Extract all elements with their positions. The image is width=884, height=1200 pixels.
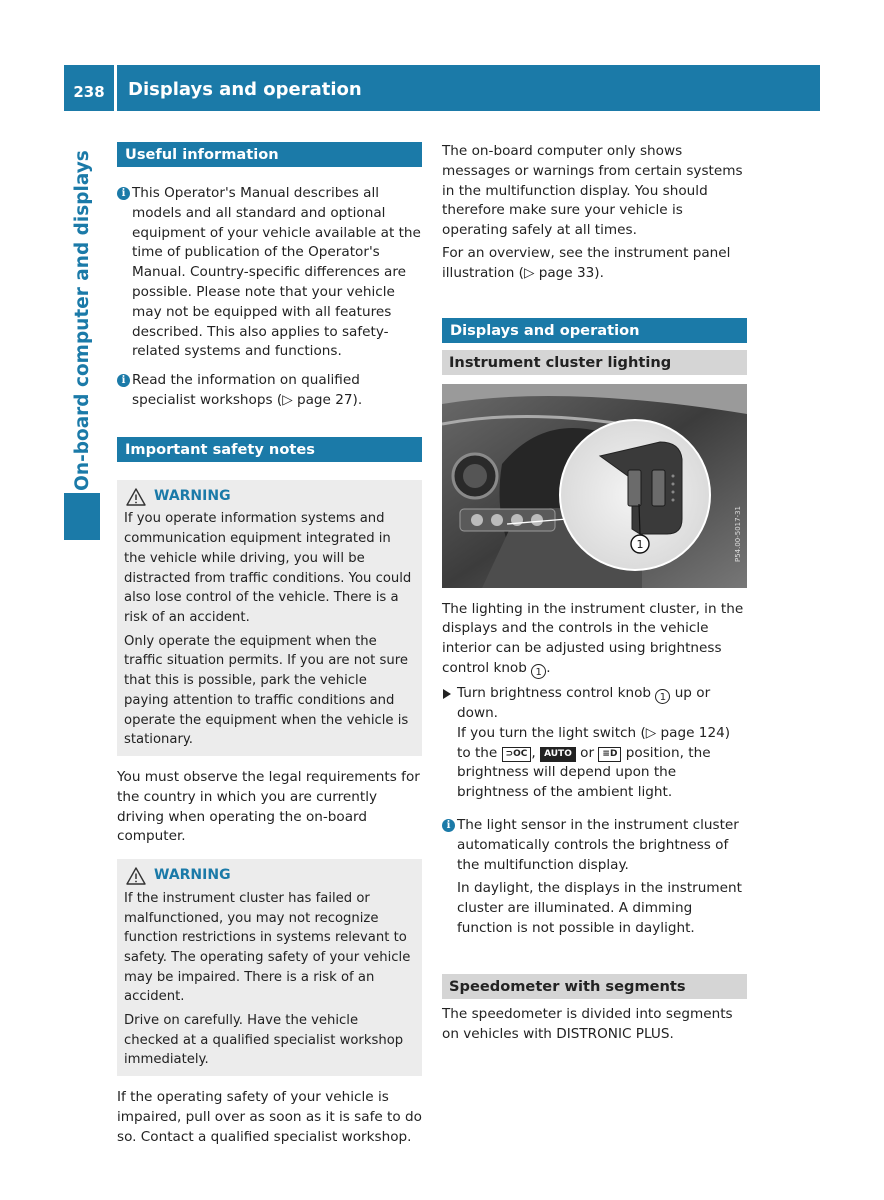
callout-marker: 1 (531, 664, 546, 679)
info-icon: i (442, 819, 455, 832)
image-code: P54.00-5017-31 (734, 505, 742, 562)
speedometer-subheading: Speedometer with segments (442, 974, 747, 999)
info-text: In daylight, the displays in the instrument cluster are illuminated. A dimming function is not possible in daylight. (457, 880, 742, 936)
body-paragraph: If the operating safety of your vehicle is impaired, pull over as soon as it is safe to do so. Contact a qualified specialist workshop. (117, 1089, 422, 1145)
info-text: Read the information on qualified specialist workshops (▷ page 27). (132, 372, 363, 408)
warning-text: If the instrument cluster has failed or malfunctioned, you may not recognize function restrictions in systems relevant to safety. The operating safety of your vehicle may be impaired. There is a risk of an accident. (124, 890, 411, 1005)
info-icon: i (117, 187, 130, 200)
body-paragraph: For an overview, see the instrument panel illustration (▷ page 33). (442, 244, 731, 281)
warning-text: Only operate the equipment when the traffic situation permits. If you are not sure that this is possible, park the vehicle paying attention to traffic conditions and operate the equipment when the vehicle is stationary. (124, 633, 409, 748)
warning-triangle-icon (126, 488, 146, 506)
parking-light-symbol: ⊃OC (502, 747, 532, 762)
body-paragraph: The speedometer is divided into segments on vehicles with DISTRONIC PLUS. (442, 1005, 733, 1042)
info-text: This Operator's Manual describes all models and all standard and optional equipment of your vehicle available at the time of publication of the Operator's Manual. Country-specific differences are possible. Please note that your vehicle may not be equipped with all features described. This also applies to safety-related systems and functions. (132, 185, 421, 360)
safety-heading: Important safety notes (117, 437, 422, 462)
side-tab-marker (64, 493, 100, 540)
instruction-step (442, 684, 747, 803)
step-text: If you turn the light switch (▷ page 124) to the ⊃OC , AUTO or ≡D position, the brightness will depend upon the brightness of the ambient light. (457, 724, 731, 801)
body-paragraph: The on-board computer only shows messages or warnings from certain systems in the multifunction display. You should therefore make sure your vehicle is operating safely at all times. (442, 143, 743, 239)
auto-light-symbol: AUTO (540, 747, 576, 762)
step-arrow-icon (443, 689, 451, 699)
step-text: Turn brightness control knob 1 up or down. (457, 684, 711, 721)
header-divider (114, 65, 117, 111)
warning-header (126, 866, 415, 886)
warning-box (117, 859, 422, 1076)
page-header (64, 65, 820, 111)
right-column (442, 142, 747, 1044)
info-note (117, 184, 422, 362)
warning-box (117, 480, 422, 756)
warning-text: If you operate information systems and communication equipment integrated in the vehicle while driving, you will be distracted from traffic conditions. You could also lose control of the vehicle. There is a risk of an accident. (124, 511, 412, 625)
side-tab-label: On-board computer and displays (71, 149, 93, 491)
callout-marker: 1 (655, 689, 670, 704)
left-column (117, 142, 422, 1148)
displays-heading: Displays and operation (442, 318, 747, 343)
page-title: Displays and operation (128, 79, 362, 100)
body-paragraph: The lighting in the instrument cluster, in the displays and the controls in the vehicle interior can be adjusted using brightness control knob 1 . (442, 600, 744, 678)
warning-text: Drive on carefully. Have the vehicle checked at a qualified specialist workshop immediately. (124, 1013, 404, 1068)
info-note (117, 371, 422, 411)
callout-number: 1 (636, 537, 644, 551)
body-paragraph: You must observe the legal requirements for the country in which you are currently driving when operating the on-board computer. (117, 768, 420, 845)
warning-header (126, 487, 415, 507)
warning-triangle-icon (126, 867, 146, 885)
warning-label: WARNING (154, 867, 231, 884)
warning-label: WARNING (154, 487, 231, 504)
useful-info-heading: Useful information (117, 142, 422, 167)
info-icon: i (117, 374, 130, 387)
page-number: 238 (73, 83, 105, 101)
low-beam-symbol: ≡D (598, 747, 621, 762)
info-text: The light sensor in the instrument cluster automatically controls the brightness of the multifunction display. (457, 816, 739, 873)
instrument-cluster-illustration (442, 384, 747, 588)
side-tab (64, 150, 100, 490)
lighting-subheading: Instrument cluster lighting (442, 350, 747, 375)
info-note (442, 816, 747, 939)
